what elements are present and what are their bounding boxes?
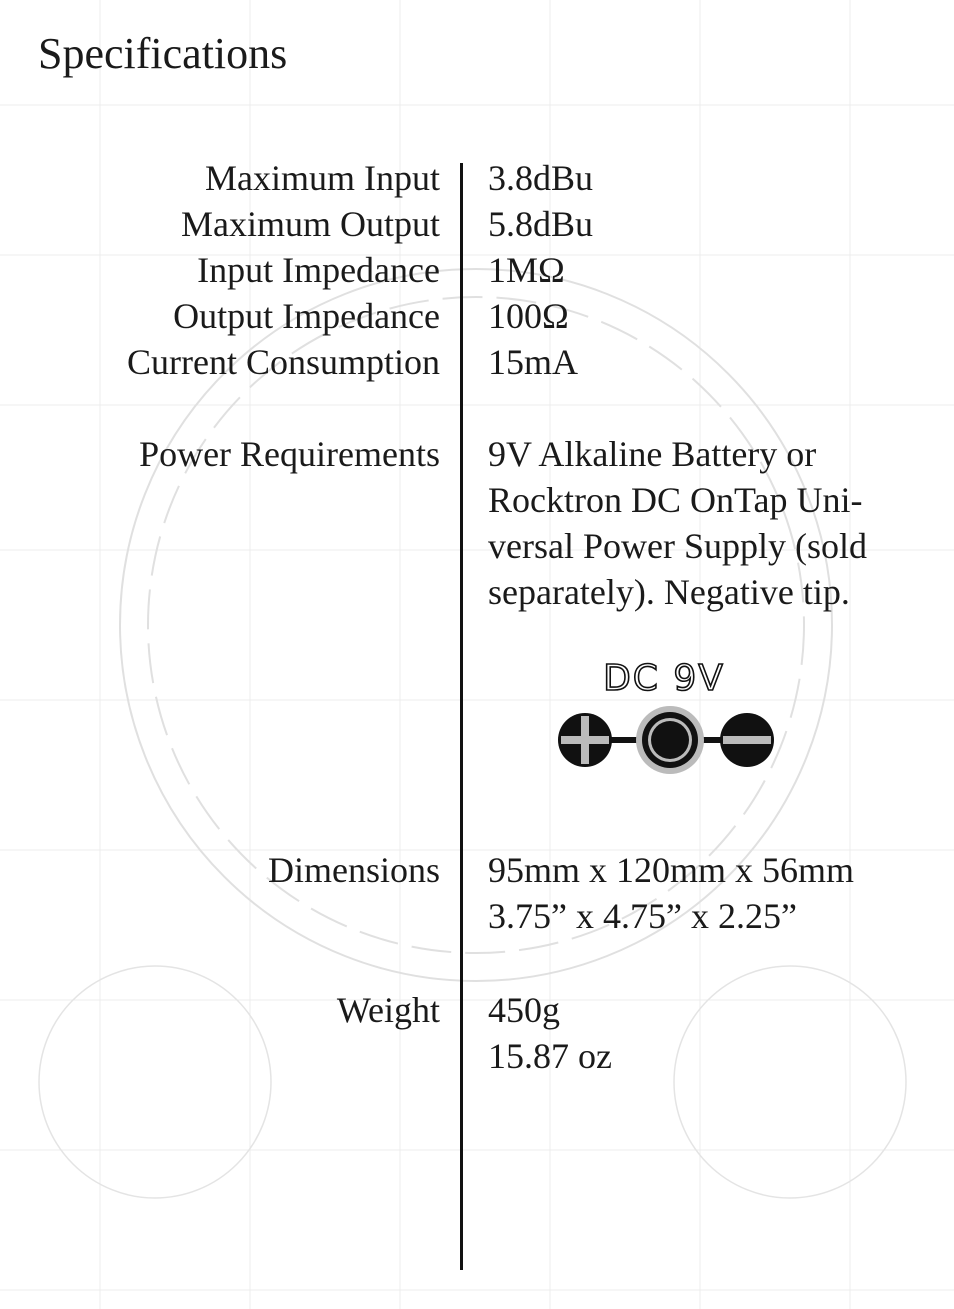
spec-label-output-impedance: Output Impedance [173,296,440,336]
spec-value-maximum-input: 3.8dBu [488,158,594,198]
spec-value-dimensions [488,847,854,939]
power-line-2: Rocktron DC OnTap Uni- [488,480,863,520]
minus-terminal-icon [720,713,774,767]
center-jack-icon [636,706,704,774]
weight-imperial: 15.87 oz [488,1036,612,1076]
spec-label-dimensions: Dimensions [267,850,440,890]
column-divider [460,163,463,1270]
dimensions-metric: 95mm x 120mm x 56mm [488,850,855,890]
dc-symbol-label: DC 9V [603,658,725,699]
watermark-right-circle [674,966,906,1198]
dimensions-imperial: 3.75” x 4.75” x 2.25” [488,896,797,936]
watermark-left-circle [39,966,271,1198]
spec-label-maximum-output: Maximum Output [181,204,440,244]
power-line-4: separately). Negative tip. [488,572,850,612]
page-title: Specifications [38,29,288,78]
power-line-3: versal Power Supply (sold [488,526,867,566]
spec-label-input-impedance: Input Impedance [197,250,440,290]
plus-terminal-icon [558,713,612,767]
spec-label-power-requirements: Power Requirements [139,434,440,474]
weight-metric: 450g [488,990,560,1030]
spec-label-weight: Weight [336,990,440,1030]
spec-value-output-impedance: 100Ω [488,296,569,336]
spec-label-maximum-input: Maximum Input [205,158,440,198]
dc-polarity-symbol [548,648,788,788]
power-line-1: 9V Alkaline Battery or [488,434,817,474]
spec-value-current-consumption: 15mA [488,342,578,382]
spec-value-maximum-output: 5.8dBu [488,204,594,244]
spec-value-power-requirements [488,431,867,615]
spec-label-current-consumption: Current Consumption [127,342,440,382]
spec-value-input-impedance: 1MΩ [488,250,565,290]
spec-value-weight [488,987,612,1079]
